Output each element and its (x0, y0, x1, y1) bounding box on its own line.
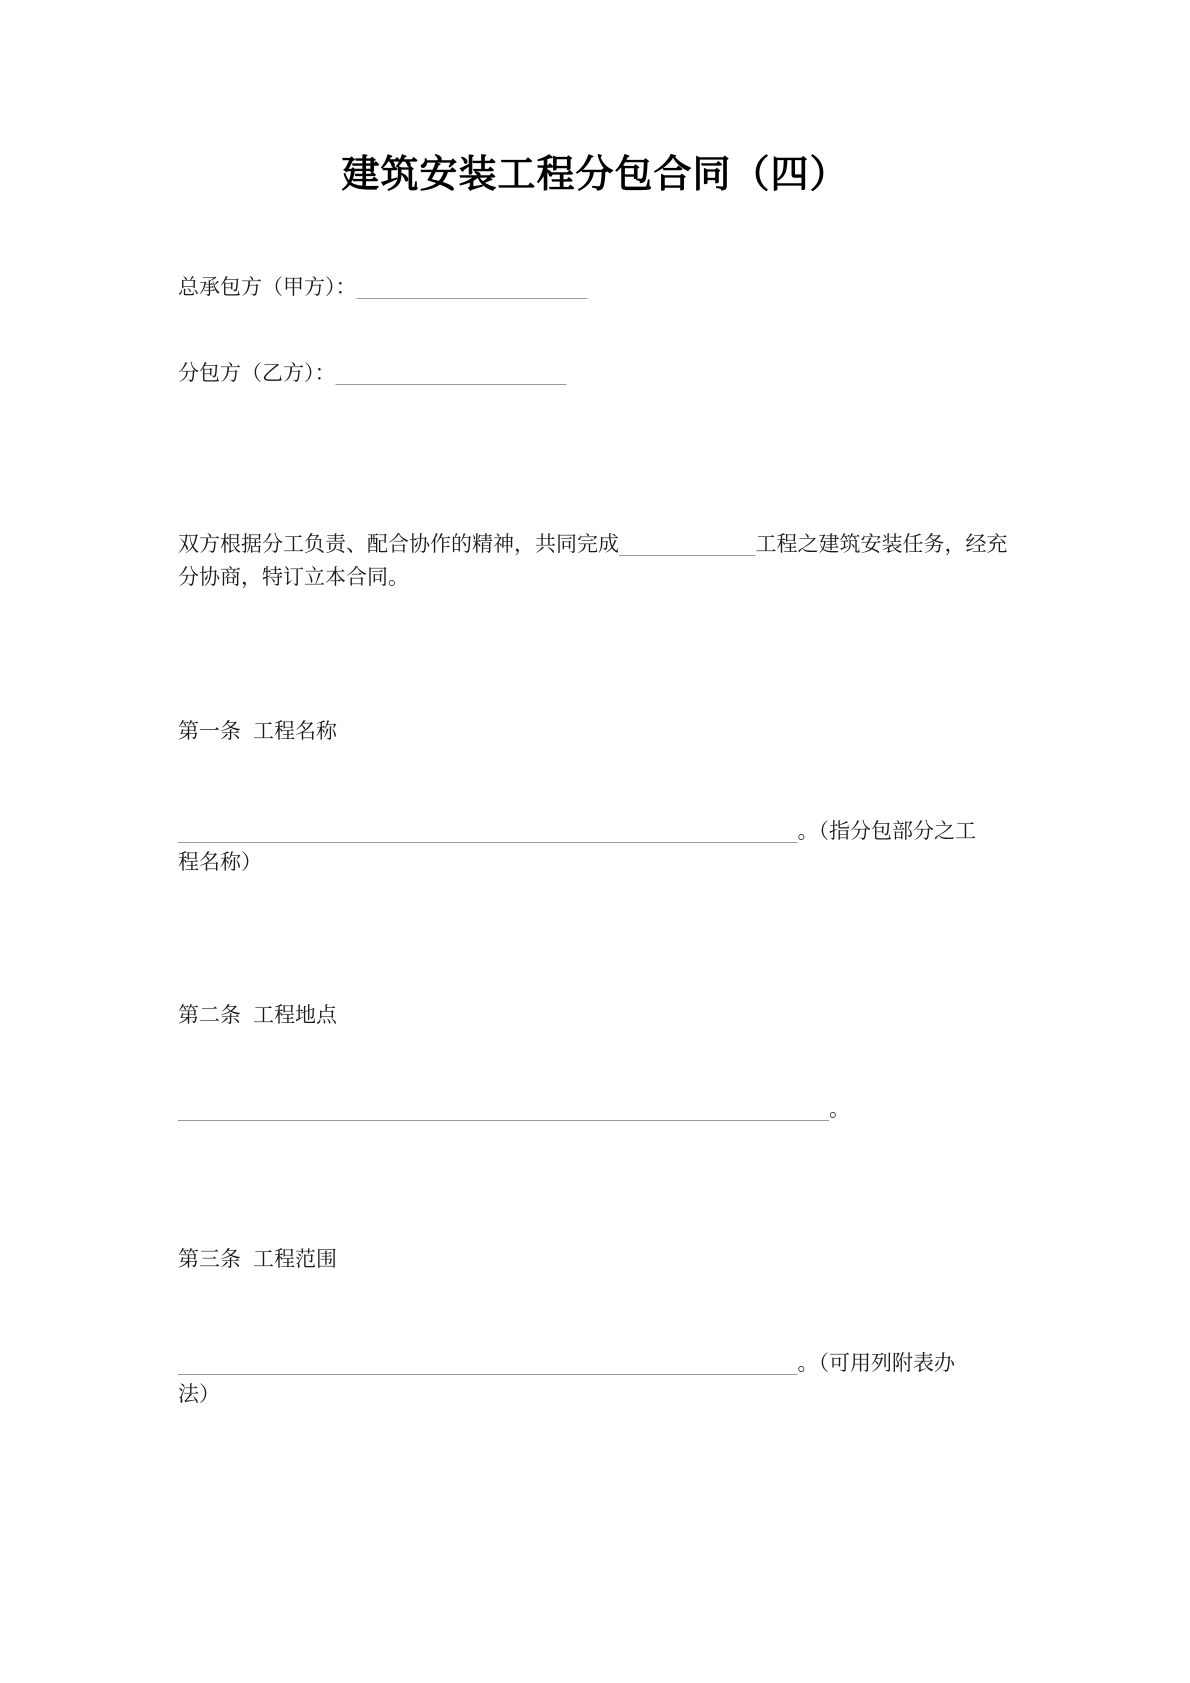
article-1-heading (178, 718, 337, 744)
article-1-name: 工程名称 (253, 719, 337, 743)
preamble-text-after-blank: 工程之建筑安装任务，经充 (755, 532, 1008, 556)
article-3-name: 工程范围 (253, 1247, 337, 1271)
article-3-blank: ___________________________________________________________ (178, 1351, 798, 1375)
preamble-text-before-blank: 双方根据分工负责、配合协作的精神，共同完成 (178, 532, 619, 556)
party-b-blank: ______________________ (335, 361, 567, 385)
article-1-continuation: 程名称） (178, 850, 262, 874)
article-3-continuation: 法） (178, 1382, 220, 1406)
party-a-line (178, 274, 588, 300)
article-2-number: 第二条 (178, 1003, 241, 1027)
article-2-name: 工程地点 (253, 1003, 337, 1027)
preamble-paragraph (178, 528, 1008, 594)
article-3-heading (178, 1246, 337, 1272)
party-a-blank: ______________________ (356, 275, 588, 299)
article-2-heading (178, 1002, 337, 1028)
preamble-blank: _____________ (619, 532, 756, 556)
article-3-note: 。（可用列附表办 (797, 1351, 955, 1375)
preamble-line-1 (178, 528, 1008, 561)
article-1-blank: ___________________________________________________________ (178, 819, 798, 843)
article-2-blank: ______________________________________________________________ (178, 1097, 829, 1121)
party-b-label: 分包方（乙方）： (178, 361, 336, 385)
party-b-line (178, 360, 567, 386)
article-1-note: 。（指分包部分之工 (797, 819, 976, 843)
article-3-fill-line (178, 1348, 955, 1379)
article-1-number: 第一条 (178, 719, 241, 743)
party-a-label: 总承包方（甲方）： (178, 275, 357, 299)
article-2-note: 。 (829, 1097, 850, 1121)
article-1-fill (178, 816, 976, 878)
article-1-fill-line (178, 816, 976, 847)
article-2-fill-line (178, 1094, 850, 1125)
document-title: 建筑安装工程分包合同（四） (341, 151, 849, 196)
article-3-number: 第三条 (178, 1247, 241, 1271)
preamble-line-2: 分协商，特订立本合同。 (178, 565, 409, 589)
article-3-fill (178, 1348, 955, 1410)
article-2-fill (178, 1094, 850, 1125)
